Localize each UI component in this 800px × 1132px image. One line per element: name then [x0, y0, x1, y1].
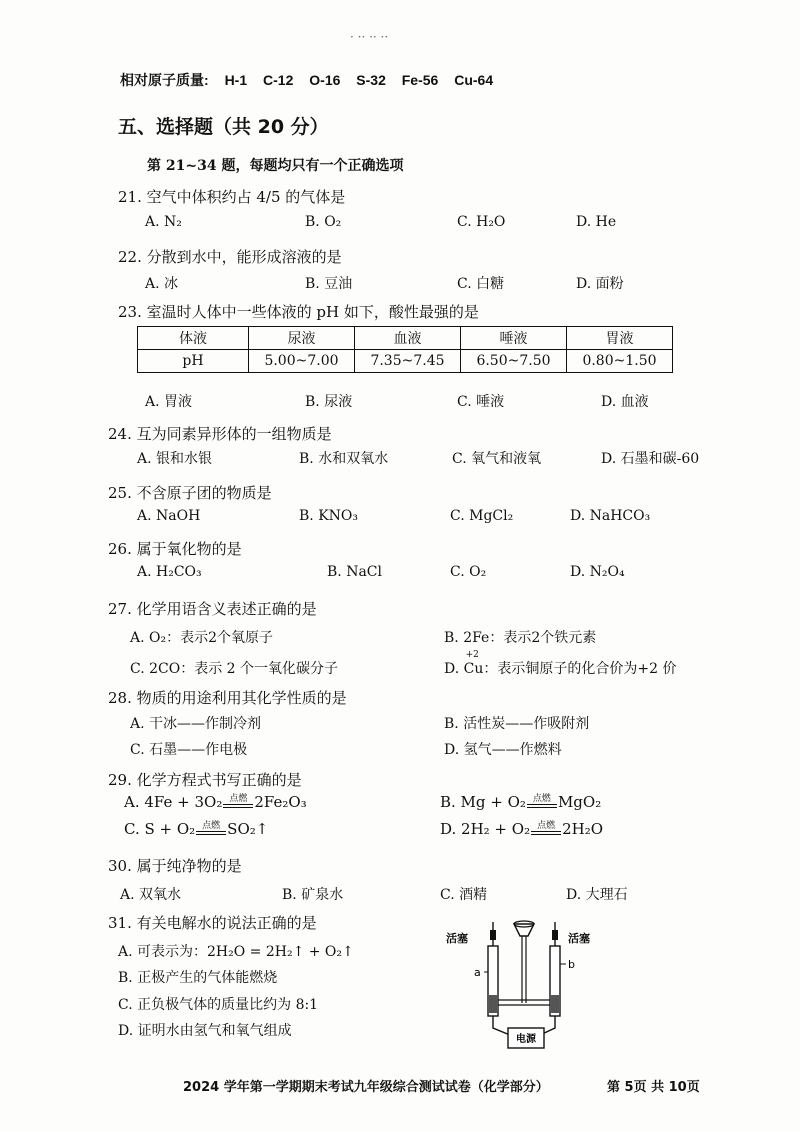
q24-option-c: C. 氧气和液氧	[452, 451, 542, 467]
ph-table-cell: 5.00~7.00	[249, 350, 355, 373]
q29-b-lhs: B. Mg + O₂	[440, 793, 526, 811]
q27-cu-symbol: Cu	[463, 661, 484, 677]
power-label: 电源	[516, 1034, 536, 1045]
q23-option-c: C. 唾液	[457, 394, 505, 410]
q30-stem: 30. 属于纯净物的是	[108, 857, 242, 875]
ignite-arrow	[223, 795, 253, 808]
ignite-arrow	[527, 795, 557, 808]
q22-option-a: A. 冰	[145, 276, 179, 292]
q29-a-lhs: A. 4Fe + 3O₂	[124, 793, 223, 811]
q23-option-d: D. 血液	[601, 394, 649, 410]
q27-option-d-rest: ：表示铜原子的化合价为+2 价	[483, 661, 677, 677]
q21-option-b: B. O₂	[305, 214, 342, 230]
q25-option-c: C. MgCl₂	[450, 508, 514, 524]
q27-option-d	[444, 650, 677, 678]
q21-stem: 21. 空气中体积约占 4/5 的气体是	[118, 188, 346, 206]
q28-stem: 28. 物质的用途利用其化学性质的是	[108, 689, 347, 707]
atomic-mass-line	[120, 70, 505, 90]
q29-d-lhs: D. 2H₂ + O₂	[440, 820, 531, 838]
ph-table-cell: 0.80~1.50	[567, 350, 673, 373]
q29-option-b	[440, 793, 601, 811]
q22-option-d: D. 面粉	[576, 276, 624, 292]
q29-d-rhs: 2H₂O	[562, 820, 604, 838]
q31-option-d: D. 证明水由氢气和氧气组成	[118, 1023, 292, 1039]
atomic-mass-o: O-16	[309, 72, 341, 88]
tube-b-label: b	[568, 958, 575, 971]
q27-option-c: C. 2CO：表示 2 个一氧化碳分子	[130, 661, 339, 677]
q27-stem: 27. 化学用语含义表述正确的是	[108, 600, 317, 618]
ph-table-header: 尿液	[249, 327, 355, 350]
q27-option-d-prefix: D.	[444, 661, 464, 677]
q23-option-a: A. 胃液	[145, 394, 193, 410]
q31-stem: 31. 有关电解水的说法正确的是	[108, 914, 317, 932]
ph-table-cell: 7.35~7.45	[355, 350, 461, 373]
ph-table-header: 唾液	[461, 327, 567, 350]
q23-stem: 23. 室温时人体中一些体液的 pH 如下，酸性最强的是	[118, 303, 479, 321]
ph-table-cell: pH	[138, 350, 249, 373]
q31-option-b: B. 正极产生的气体能燃烧	[118, 970, 278, 986]
q29-option-c	[124, 820, 268, 838]
ph-table-header: 血液	[355, 327, 461, 350]
q21-option-c: C. H₂O	[457, 214, 506, 230]
q28-option-a: A. 干冰——作制冷剂	[130, 716, 262, 732]
ph-table-header-row	[138, 327, 673, 350]
q26-option-c: C. O₂	[450, 564, 487, 580]
q31-option-a: A. 可表示为：2H₂O = 2H₂↑ + O₂↑	[118, 944, 354, 960]
q25-option-b: B. KNO₃	[299, 508, 358, 524]
ph-table-cell: 6.50~7.50	[461, 350, 567, 373]
q27-option-a: A. O₂：表示2个氧原子	[130, 630, 274, 646]
ignite-arrow	[531, 822, 561, 835]
q30-option-a: A. 双氧水	[120, 887, 182, 903]
q22-stem: 22. 分散到水中，能形成溶液的是	[118, 248, 342, 266]
q30-option-c: C. 酒精	[440, 887, 488, 903]
ph-table	[137, 326, 673, 373]
q31-option-c: C. 正负极气体的质量比约为 8:1	[118, 997, 319, 1013]
ignite-condition: 点燃	[202, 821, 221, 831]
q27-cu-valence	[463, 650, 484, 677]
ph-table-header: 体液	[138, 327, 249, 350]
section-title: 五、选择题（共 20 分）	[118, 116, 329, 138]
q29-a-rhs: 2Fe₂O₃	[254, 793, 307, 811]
q27-option-b: B. 2Fe：表示2个铁元素	[444, 630, 597, 646]
q22-option-b: B. 豆油	[305, 276, 353, 292]
q25-option-d: D. NaHCO₃	[570, 508, 651, 524]
atomic-mass-c: C-12	[263, 72, 294, 88]
ph-table-row	[138, 350, 673, 373]
q29-stem: 29. 化学方程式书写正确的是	[108, 771, 302, 789]
q28-option-b: B. 活性炭——作吸附剂	[444, 716, 590, 732]
q21-option-a: A. N₂	[145, 214, 182, 230]
q24-option-b: B. 水和双氧水	[299, 451, 389, 467]
q29-c-rhs: SO₂↑	[227, 820, 269, 838]
left-valve-label: 活塞	[446, 932, 468, 945]
q24-option-d: D. 石墨和碳-60	[601, 451, 700, 467]
q29-option-a	[124, 793, 307, 811]
q27-valence-sup: +2	[465, 650, 479, 660]
atomic-mass-h: H-1	[224, 72, 248, 88]
ignite-condition: 点燃	[532, 794, 551, 804]
scan-artifact: · ·· ·· ··	[350, 30, 389, 44]
electrolysis-apparatus	[440, 910, 620, 1060]
q26-option-d: D. N₂O₄	[570, 564, 625, 580]
q24-option-a: A. 银和水银	[137, 451, 213, 467]
q26-option-a: A. H₂CO₃	[137, 564, 202, 580]
ignite-condition: 点燃	[537, 821, 556, 831]
q21-option-d: D. He	[576, 214, 617, 230]
q25-option-a: A. NaOH	[137, 508, 201, 524]
footer-title: 2024 学年第一学期期末考试九年级综合测试试卷（化学部分）	[183, 1080, 549, 1095]
atomic-mass-cu: Cu-64	[454, 72, 494, 88]
atomic-mass-label: 相对原子质量:	[120, 72, 209, 88]
ph-table-header: 胃液	[567, 327, 673, 350]
q25-stem: 25. 不含原子团的物质是	[108, 484, 272, 502]
q26-option-b: B. NaCl	[327, 564, 382, 580]
q28-option-d: D. 氢气——作燃料	[444, 742, 562, 758]
q29-option-d	[440, 820, 603, 838]
q30-option-d: D. 大理石	[566, 887, 628, 903]
ignite-condition: 点燃	[229, 794, 248, 804]
q24-stem: 24. 互为同素异形体的一组物质是	[108, 425, 332, 443]
atomic-mass-fe: Fe-56	[401, 72, 439, 88]
ignite-arrow	[196, 822, 226, 835]
footer-page-number: 第 5页 共 10页	[607, 1080, 700, 1095]
q23-option-b: B. 尿液	[305, 394, 353, 410]
q29-c-lhs: C. S + O₂	[124, 820, 196, 838]
right-valve-label: 活塞	[568, 932, 590, 945]
q22-option-c: C. 白糖	[457, 276, 505, 292]
q28-option-c: C. 石墨——作电极	[130, 742, 248, 758]
q26-stem: 26. 属于氧化物的是	[108, 540, 242, 558]
atomic-mass-s: S-32	[356, 72, 386, 88]
section-instruction: 第 21~34 题，每题均只有一个正确选项	[147, 158, 404, 174]
q29-b-rhs: MgO₂	[557, 793, 602, 811]
tube-a-label: a	[474, 966, 481, 979]
q30-option-b: B. 矿泉水	[282, 887, 344, 903]
